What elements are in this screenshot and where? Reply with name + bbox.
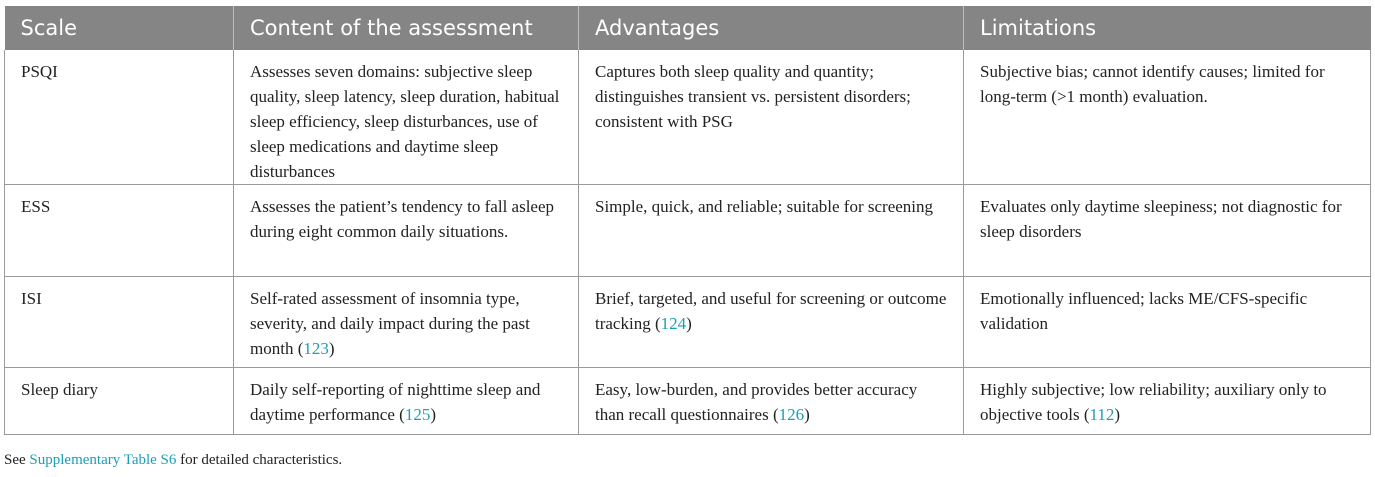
table-footnote — [4, 452, 342, 469]
table-header-row — [5, 6, 1371, 50]
cell-limitations: Evaluates only daytime sleepiness; not diagnostic for sleep disorders — [964, 185, 1371, 277]
table-row — [5, 277, 1371, 368]
header-scale: Scale — [5, 6, 234, 50]
cell-limitations: Emotionally influenced; lacks ME/CFS-specific validation — [964, 277, 1371, 368]
cell-advantages — [579, 368, 964, 435]
citation-link-125[interactable]: 125 — [404, 405, 431, 424]
sleep-scales-table-container — [4, 6, 1370, 435]
sleep-scales-table — [4, 6, 1371, 435]
cell-limitations-end: ) — [1114, 405, 1121, 424]
footnote-prefix: See — [4, 452, 30, 468]
table-row — [5, 185, 1371, 277]
citation-link-124[interactable]: 124 — [660, 314, 687, 333]
cell-content — [234, 277, 579, 368]
cell-content — [234, 368, 579, 435]
cell-content: Assesses seven domains: subjective sleep quality, sleep latency, sleep duration, habitual sleep efficiency, sleep disturbances, use of sleep medications and daytime sleep disturbances — [234, 50, 579, 185]
cell-advantages-text: Easy, low-burden, and provides better accuracy than recall questionnaires ( — [595, 380, 918, 424]
header-limitations: Limitations — [964, 6, 1371, 50]
cell-limitations: Subjective bias; cannot identify causes; limited for long-term (>1 month) evaluation. — [964, 50, 1371, 185]
cell-scale: ESS — [5, 185, 234, 277]
cell-content-end: ) — [328, 339, 335, 358]
footnote-suffix: for detailed characteristics. — [176, 452, 343, 468]
cell-scale: PSQI — [5, 50, 234, 185]
cell-scale: Sleep diary — [5, 368, 234, 435]
cell-advantages — [579, 277, 964, 368]
cell-advantages-end: ) — [804, 405, 810, 424]
cell-advantages: Simple, quick, and reliable; suitable for screening — [579, 185, 964, 277]
cell-content: Assesses the patient’s tendency to fall asleep during eight common daily situations. — [234, 185, 579, 277]
citation-link-123[interactable]: 123 — [303, 339, 329, 358]
cell-advantages: Captures both sleep quality and quantity; distinguishes transient vs. persistent disorders; consistent with PSG — [579, 50, 964, 185]
cell-content-text: Daily self-reporting of nighttime sleep and daytime performance ( — [250, 380, 541, 424]
cell-limitations-text: Highly subjective; low reliability; auxiliary only to objective tools ( — [980, 380, 1327, 424]
citation-link-126[interactable]: 126 — [778, 405, 805, 424]
cell-advantages-text: Brief, targeted, and useful for screening or outcome tracking ( — [595, 289, 947, 333]
table-row — [5, 368, 1371, 435]
header-content: Content of the assessment — [234, 6, 579, 50]
supplementary-table-link[interactable]: Supplementary Table S6 — [29, 452, 177, 468]
table-row — [5, 50, 1371, 185]
cell-content-end: ) — [430, 405, 436, 424]
cell-advantages-end: ) — [686, 314, 692, 333]
cell-scale: ISI — [5, 277, 234, 368]
header-advantages: Advantages — [579, 6, 964, 50]
cell-content-text: Self-rated assessment of insomnia type, severity, and daily impact during the past month ( — [250, 289, 530, 358]
citation-link-112[interactable]: 112 — [1089, 405, 1115, 424]
cell-limitations — [964, 368, 1371, 435]
